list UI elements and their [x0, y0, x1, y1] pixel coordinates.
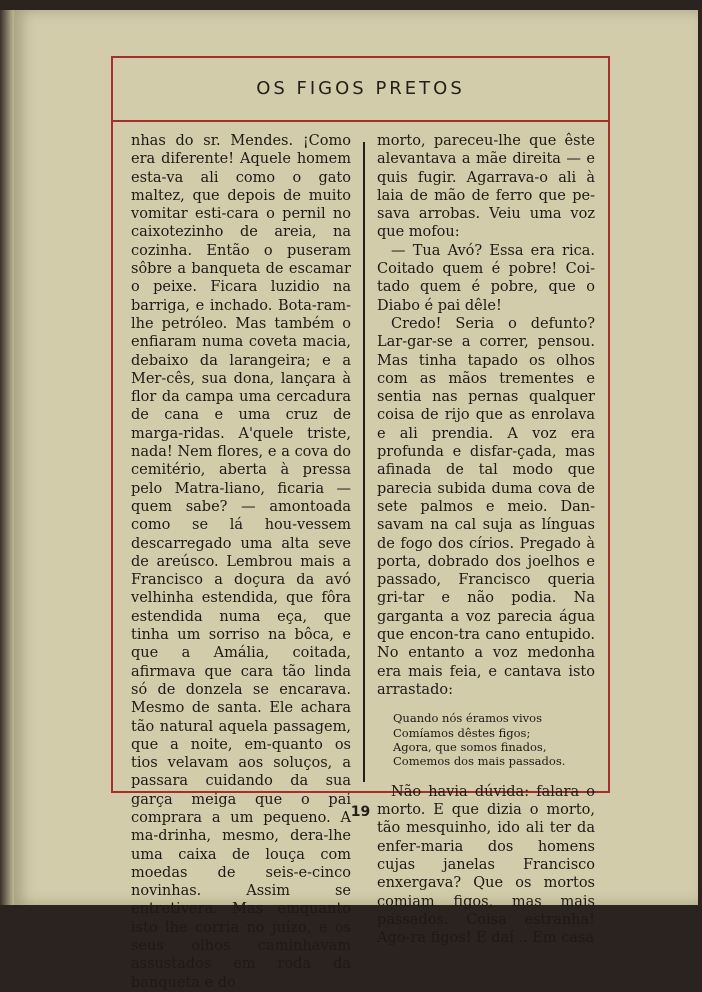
paragraph: Credo! Seria o defunto? Lar-gar-se a correr, pensou. Mas tinha tapado os olhos com as mãos trementes e sentia nas pernas qualquer coisa de rijo que as enrolava e ali prendia. A voz era profunda e disfar-çada, mas afinada de tal modo que parecia subida duma cova de sete palmos e meio. Dan-savam na cal suja as línguas de fogo dos círios. Pregado à porta, dobrado dos joelhos e passado, Francisco queria gri-tar e não podia. Na garganta a voz parecia água que encon-tra cano entupido. No entanto a voz medonha era mais feia, e cantava isto arrastado:: [377, 315, 595, 698]
column-divider: [363, 142, 365, 782]
verse-line: Comíamos dêstes figos;: [393, 725, 531, 740]
running-title: OS FIGOS PRETOS: [256, 78, 465, 99]
verse-line: Comemos dos mais passados.: [393, 754, 566, 769]
verse-line: Agora, que somos finados,: [393, 740, 547, 755]
verse-block: [393, 711, 595, 769]
page-number: 19: [350, 804, 371, 820]
paragraph: morto, pareceu-lhe que êste alevantava a mãe direita — e quis fugir. Agarrava-o ali à laia de mão de ferro que pe-sava arrobas. Veiu uma voz que mofou:: [377, 133, 595, 241]
verse-line: Quando nós éramos vivos: [393, 711, 542, 726]
book-page: [14, 10, 698, 991]
paragraph: — Tua Avó? Essa era rica. Coitado quem é pobre! Coi-tado quem é pobre, que o Diabo é pai dêle!: [377, 242, 595, 314]
text-column-right: [377, 132, 595, 948]
text-column-left: [131, 132, 351, 992]
header-rule: [113, 120, 608, 122]
paragraph: nhas do sr. Mendes. ¡Como era diferente! Aquele homem esta-va ali como o gato maltez, que depois de muito vomitar esti-cara o pernil no caixotezinho de areia, na cozinha. Então o puseram sôbre a banqueta de escamar o peixe. Ficara luzidio na barriga, e inchado. Bota-ram-lhe petróleo. Mas também o enfiaram numa coveta macia, debaixo da larangeira; e a Mer-cês, sua dona, lançara à flor da campa uma cercadura de cana e uma cruz de marga-ridas. A'quele triste, nada! Nem flores, e a cova do cemitério, aberta à pressa pelo Matra-liano, ficaria — quem sabe? — amontoada como se lá hou-vessem descarregado uma alta seve de areúsco. Lembrou mais a Francisco a doçura da avó velhinha estendida, que fôra estendida numa eça, que tinha um sorriso na bôca, e que a Amália, coitada, afirmava que cara tão linda só de donzela se encarava. Mesmo de santa. Ele achara tão natural aquela passagem, que a noite, em-quanto os tios velavam aos soluços, a passara cuidando da sua garça meiga que o pai comprara a um pequeno. A ma-drinha, mesmo, dera-lhe uma caixa de louça com moedas de seis-e-cinco novinhas. Assim se entretivera. Mas emquanto isto lhe corria no juízo, e os seus olhos caminhavam assustados em roda da banqueta e do: [131, 133, 351, 991]
paragraph: Não havia dúvida: falara o morto. E que dizia o morto, tão mesquinho, ido ali ter da enfer-maria dos homens cujas janelas Francisco enxergava? Que os mortos comiam figos, mas mais passados. Coisa estranha! Ago-ra figos! E daí .. Em casa: [377, 783, 595, 947]
